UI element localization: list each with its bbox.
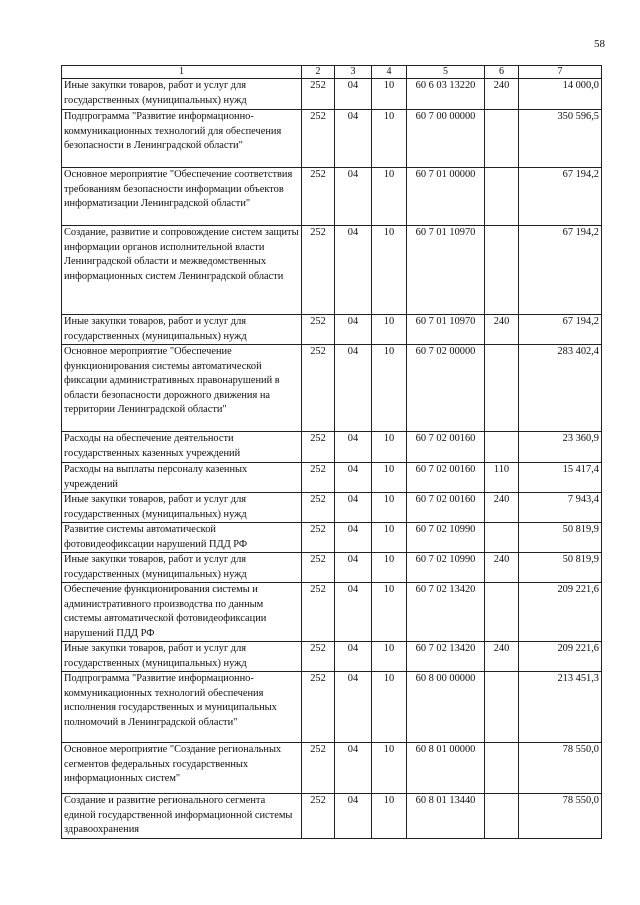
row-description: Иные закупки товаров, работ и услуг для государственных (муниципальных) нужд [62,493,302,523]
row-amount: 50 819,9 [519,523,602,553]
row-target-article: 60 7 01 10970 [407,315,485,345]
row-admin-code: 252 [302,79,335,110]
row-subsection: 10 [372,345,407,432]
row-subsection: 10 [372,226,407,315]
row-expense-type: 110 [485,463,519,493]
row-subsection: 10 [372,493,407,523]
row-section: 04 [335,672,372,743]
row-amount: 283 402,4 [519,345,602,432]
table-row [62,672,602,743]
row-subsection: 10 [372,79,407,110]
budget-table [61,65,602,839]
row-subsection: 10 [372,110,407,168]
row-target-article: 60 7 02 00000 [407,345,485,432]
row-admin-code: 252 [302,523,335,553]
row-amount: 67 194,2 [519,315,602,345]
row-section: 04 [335,79,372,110]
header-row [62,66,602,79]
table-row [62,79,602,110]
row-section: 04 [335,226,372,315]
row-admin-code: 252 [302,315,335,345]
row-description: Основное мероприятие "Обеспечение функционирования системы автоматической фиксации административных правонарушений в области безопасности дорожного движения на территории Ленинградской области" [62,345,302,432]
row-description: Создание, развитие и сопровождение систем защиты информации органов исполнительной власти Ленинградской области и межведомственных информационных систем Ленинградской области [62,226,302,315]
row-subsection: 10 [372,315,407,345]
row-section: 04 [335,493,372,523]
row-description: Иные закупки товаров, работ и услуг для государственных (муниципальных) нужд [62,642,302,672]
table-row [62,583,602,642]
row-amount: 78 550,0 [519,743,602,794]
row-section: 04 [335,345,372,432]
row-section: 04 [335,110,372,168]
row-subsection: 10 [372,168,407,226]
row-section: 04 [335,168,372,226]
header-cell: 4 [372,66,407,79]
row-subsection: 10 [372,743,407,794]
header-cell: 5 [407,66,485,79]
row-admin-code: 252 [302,168,335,226]
row-expense-type [485,168,519,226]
row-description: Основное мероприятие "Создание региональных сегментов федеральных государственных информационных систем" [62,743,302,794]
page-number: 58 [594,38,605,50]
row-expense-type [485,226,519,315]
table-row [62,523,602,553]
row-target-article: 60 8 00 00000 [407,672,485,743]
row-admin-code: 252 [302,345,335,432]
table-row [62,493,602,523]
row-admin-code: 252 [302,110,335,168]
row-target-article: 60 7 01 00000 [407,168,485,226]
row-expense-type [485,110,519,168]
row-expense-type [485,583,519,642]
row-subsection: 10 [372,642,407,672]
row-admin-code: 252 [302,642,335,672]
row-section: 04 [335,794,372,839]
row-description: Создание и развитие регионального сегмента единой государственной информационной системы здравоохранения [62,794,302,839]
row-subsection: 10 [372,672,407,743]
row-description: Подпрограмма "Развитие информационно-коммуникационных технологий для обеспечения безопасности в Ленинградской области" [62,110,302,168]
row-admin-code: 252 [302,463,335,493]
header-cell: 3 [335,66,372,79]
header-cell: 2 [302,66,335,79]
row-section: 04 [335,583,372,642]
table-row [62,110,602,168]
row-amount: 15 417,4 [519,463,602,493]
row-admin-code: 252 [302,743,335,794]
row-admin-code: 252 [302,583,335,642]
row-section: 04 [335,743,372,794]
row-expense-type: 240 [485,642,519,672]
row-description: Развитие системы автоматической фотовидеофиксации нарушений ПДД РФ [62,523,302,553]
row-expense-type: 240 [485,79,519,110]
row-target-article: 60 7 01 10970 [407,226,485,315]
row-amount: 50 819,9 [519,553,602,583]
row-target-article: 60 7 02 13420 [407,583,485,642]
row-target-article: 60 7 02 00160 [407,432,485,463]
row-expense-type [485,523,519,553]
row-amount: 350 596,5 [519,110,602,168]
row-amount: 7 943,4 [519,493,602,523]
row-subsection: 10 [372,583,407,642]
row-description: Обеспечение функционирования системы и административного производства по данным системы автоматической фотовидеофиксации нарушений ПДД РФ [62,583,302,642]
row-description: Основное мероприятие "Обеспечение соответствия требованиям безопасности информации объектов информатизации Ленинградской области" [62,168,302,226]
row-section: 04 [335,463,372,493]
row-amount: 78 550,0 [519,794,602,839]
row-admin-code: 252 [302,432,335,463]
header-cell: 1 [62,66,302,79]
row-subsection: 10 [372,523,407,553]
row-target-article: 60 7 02 10990 [407,523,485,553]
row-description: Иные закупки товаров, работ и услуг для государственных (муниципальных) нужд [62,79,302,110]
row-admin-code: 252 [302,794,335,839]
table-row [62,642,602,672]
row-expense-type [485,794,519,839]
header-cell: 7 [519,66,602,79]
row-section: 04 [335,642,372,672]
row-section: 04 [335,432,372,463]
row-description: Расходы на обеспечение деятельности государственных казенных учреждений [62,432,302,463]
row-amount: 23 360,9 [519,432,602,463]
row-admin-code: 252 [302,493,335,523]
row-section: 04 [335,523,372,553]
row-expense-type [485,345,519,432]
row-expense-type [485,743,519,794]
row-description: Расходы на выплаты персоналу казенных учреждений [62,463,302,493]
row-target-article: 60 7 02 00160 [407,493,485,523]
row-admin-code: 252 [302,672,335,743]
row-target-article: 60 8 01 13440 [407,794,485,839]
row-description: Иные закупки товаров, работ и услуг для государственных (муниципальных) нужд [62,553,302,583]
header-cell: 6 [485,66,519,79]
row-amount: 14 000,0 [519,79,602,110]
row-target-article: 60 6 03 13220 [407,79,485,110]
row-amount: 67 194,2 [519,226,602,315]
row-description: Иные закупки товаров, работ и услуг для государственных (муниципальных) нужд [62,315,302,345]
table-row [62,315,602,345]
table-row [62,168,602,226]
table-row [62,226,602,315]
row-amount: 67 194,2 [519,168,602,226]
row-amount: 209 221,6 [519,642,602,672]
row-expense-type: 240 [485,493,519,523]
row-subsection: 10 [372,463,407,493]
row-expense-type: 240 [485,553,519,583]
table-row [62,345,602,432]
row-subsection: 10 [372,432,407,463]
row-section: 04 [335,553,372,583]
row-admin-code: 252 [302,226,335,315]
row-expense-type: 240 [485,315,519,345]
row-section: 04 [335,315,372,345]
table-row [62,743,602,794]
table-row [62,432,602,463]
row-amount: 209 221,6 [519,583,602,642]
row-admin-code: 252 [302,553,335,583]
row-target-article: 60 7 02 13420 [407,642,485,672]
table-row [62,553,602,583]
table-row [62,794,602,839]
row-target-article: 60 7 02 00160 [407,463,485,493]
row-target-article: 60 8 01 00000 [407,743,485,794]
row-subsection: 10 [372,553,407,583]
row-target-article: 60 7 00 00000 [407,110,485,168]
row-subsection: 10 [372,794,407,839]
table-row [62,463,602,493]
row-expense-type [485,432,519,463]
row-description: Подпрограмма "Развитие информационно-коммуникационных технологий обеспечения исполнения государственных и муниципальных полномочий в Ленинградской области" [62,672,302,743]
row-expense-type [485,672,519,743]
row-target-article: 60 7 02 10990 [407,553,485,583]
row-amount: 213 451,3 [519,672,602,743]
